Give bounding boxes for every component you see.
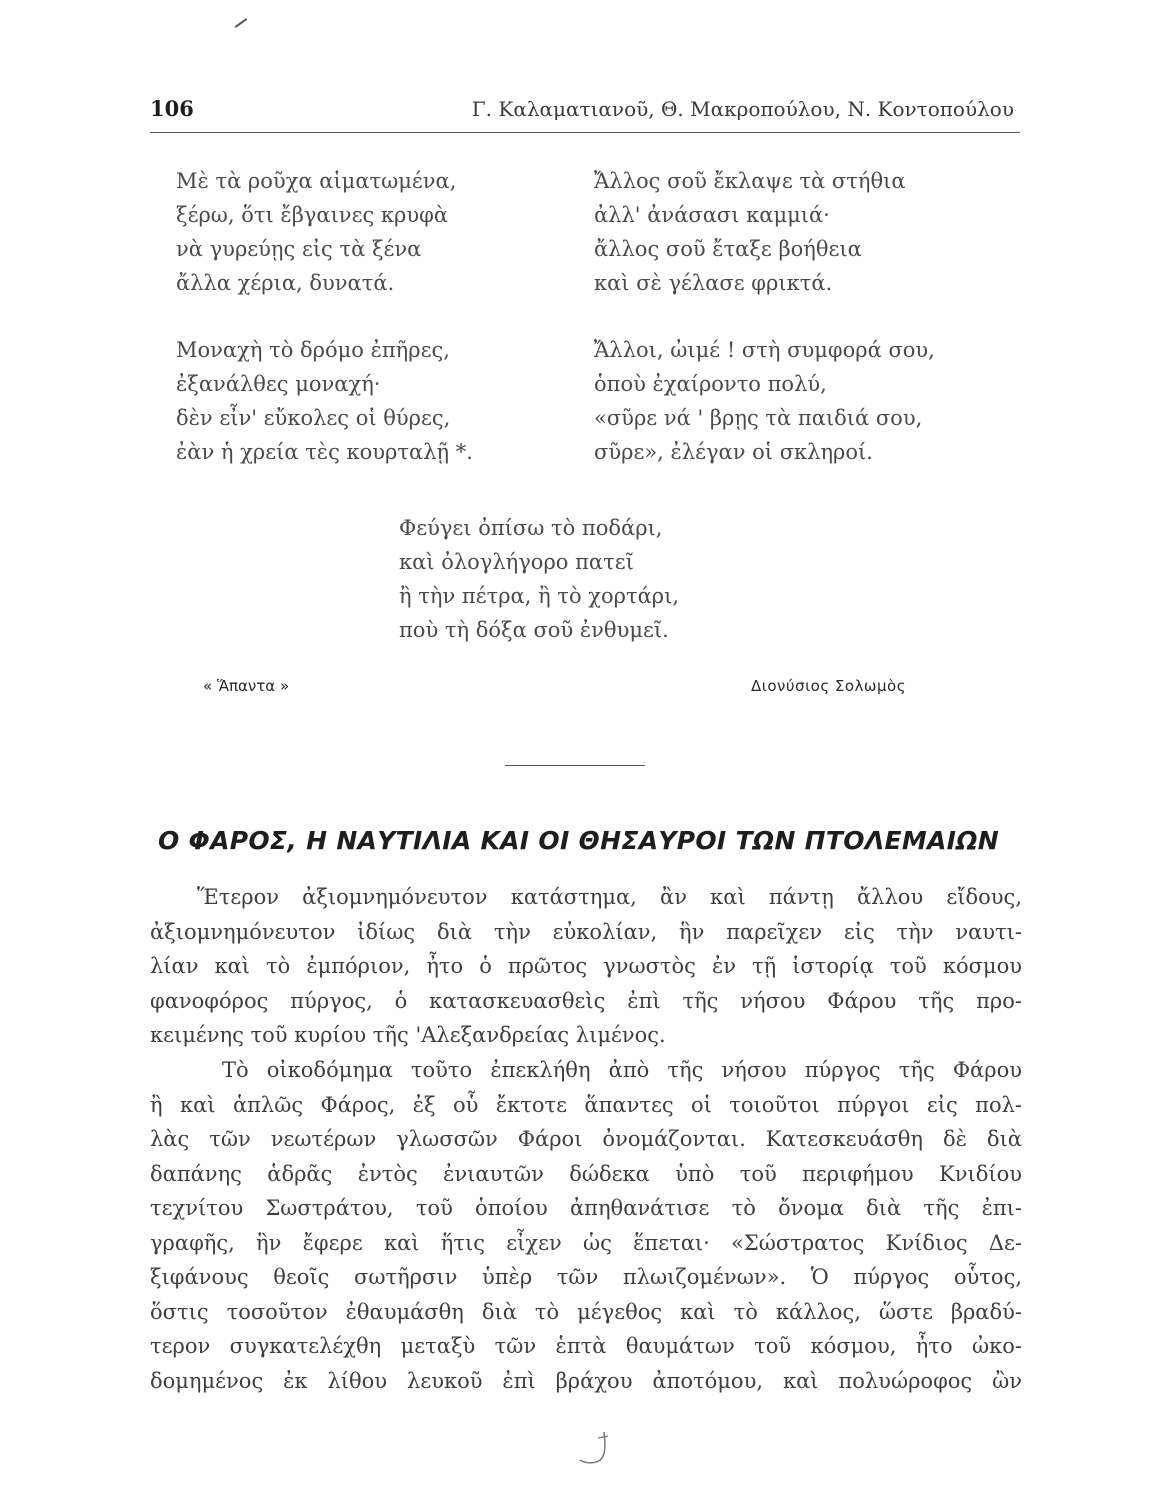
poem-source: « Ἅπαντα » xyxy=(203,677,290,695)
poem-line: Μοναχὴ τὸ δρόμο ἐπῆρες, xyxy=(176,338,450,362)
poem-line: Φεύγει ὀπίσω τὸ ποδάρι, xyxy=(399,516,663,540)
poem-line: ἐξανάλθες μοναχή· xyxy=(176,372,381,396)
poem-stanza xyxy=(594,164,935,300)
page-number: 106 xyxy=(150,96,194,121)
poem-line: καὶ σὲ γέλασε φρικτά. xyxy=(594,271,833,295)
poem-author: Διονύσιος Σολωμὸς xyxy=(751,677,907,695)
section-title: Ο ΦΑΡΟΣ, Η ΝΑΥΤΙΛΙΑ ΚΑΙ ΟΙ ΘΗΣΑΥΡΟΙ ΤΩΝ ΠΤΟΛΕΜΑΙΩΝ xyxy=(158,826,1000,855)
paragraph-line: λὰς τῶν νεωτέρων γλωσσῶν Φάροι ὀνομάζονται. Κατεσκευάσθη δὲ διὰ xyxy=(150,1127,1022,1151)
poem-line: καὶ ὀλογλήγορο πατεῖ xyxy=(399,550,634,574)
paragraph-line: Τὸ οἰκοδόμημα τοῦτο ἐπεκλήθη ἀπὸ τῆς νήσου πύργος τῆς Φάρου xyxy=(222,1058,1022,1082)
running-head: Γ. Καλαματιανοῦ, Θ. Μακροπούλου, Ν. Κοντοπούλου xyxy=(471,97,1014,121)
poem-line: δὲν εἶν' εὔκολες οἱ θύρες, xyxy=(176,406,451,430)
pen-scribble-mark xyxy=(574,1428,614,1468)
paragraph-line: ὅστις τοσοῦτον ἐθαυμάσθη διὰ τὸ μέγεθος καὶ τὸ κάλλος, ὥστε βραδύ- xyxy=(150,1299,1022,1324)
paragraph-line: ξιφάνους θεοῖς σωτῆρσιν ὑπὲρ τῶν πλωιζομένων». Ὁ πύργος οὗτος, xyxy=(150,1265,1022,1289)
poem-line: Ἄλλοι, ὠιμέ ! στὴ συμφορά σου, xyxy=(594,338,935,362)
paragraph-1 xyxy=(150,880,1022,1053)
poem-center-stanza xyxy=(399,511,679,647)
paragraph-line: λίαν καὶ τὸ ἐμπόριον, ἦτο ὁ πρῶτος γνωστὸς ἐν τῇ ἱστορίᾳ τοῦ κόσμου xyxy=(150,954,1022,978)
poem-line: σῦρε», ἐλέγαν οἱ σκληροί. xyxy=(594,440,873,464)
poem-line: ξέρω, ὅτι ἔβγαινες κρυφὰ xyxy=(176,203,449,227)
poem-line: ἄλλος σοῦ ἔταξε βοήθεια xyxy=(594,237,862,261)
paragraph-line: ἀξιομνημόνευτον ἰδίως διὰ τὴν εὐκολίαν, ἣν παρεῖχεν εἰς τὴν ναυτι- xyxy=(150,919,1022,944)
page-header xyxy=(150,92,1020,133)
poem-stanza xyxy=(594,333,935,469)
poem-line: ποὺ τὴ δόξα σοῦ ἐνθυμεῖ. xyxy=(399,618,669,642)
poem-line: ἢ τὴν πέτρα, ἢ τὸ χορτάρι, xyxy=(399,584,680,608)
poem-line: Ἄλλος σοῦ ἔκλαψε τὰ στήθια xyxy=(594,169,906,193)
paragraph-line: φανοφόρος πύργος, ὁ κατασκευασθεὶς ἐπὶ τῆς νήσου Φάρου τῆς προ- xyxy=(150,988,1022,1013)
paragraph-line: κειμένης τοῦ κυρίου τῆς 'Αλεξανδρείας λιμένος. xyxy=(150,1023,666,1047)
poem-line: νὰ γυρεύῃς εἰς τὰ ξένα xyxy=(176,237,422,261)
poem-stanza xyxy=(176,333,473,469)
paragraph-line: τερον συγκατελέχθη μεταξὺ τῶν ἑπτὰ θαυμάτων τοῦ κόσμου, ἦτο ὠκο- xyxy=(150,1334,1022,1358)
poem-line: ἀλλ' ἀνάσασι καμμιά· xyxy=(594,203,830,227)
paragraph-line: Ἕτερον ἀξιομνημόνευτον κατάστημα, ἂν καὶ πάντῃ ἄλλου εἴδους, xyxy=(197,885,1022,909)
poem-line: ἄλλα χέρια, δυνατά. xyxy=(176,271,395,295)
paragraph-line: δομημένος ἐκ λίθου λευκοῦ ἐπὶ βράχου ἀποτόμου, καὶ πολυώροφος ὢν xyxy=(150,1368,1022,1393)
poem-line: Μὲ τὰ ροῦχα αἱματωμένα, xyxy=(176,169,457,193)
section-divider xyxy=(505,765,645,766)
poem-line: «σῦρε νά ' βρῃς τὰ παιδιά σου, xyxy=(594,406,923,430)
poem-right-column xyxy=(594,164,935,502)
poem-line: ἐὰν ἡ χρεία τὲς κουρταλῇ *. xyxy=(176,440,473,464)
pen-tick-mark xyxy=(235,18,248,28)
poem-stanza xyxy=(176,164,473,300)
poem-line: ὁποὺ ἐχαίροντο πολύ, xyxy=(594,372,827,396)
paragraph-2 xyxy=(150,1053,1022,1398)
paragraph-line: ἢ καὶ ἁπλῶς Φάρος, ἐξ οὗ ἔκτοτε ἅπαντες οἱ τοιοῦτοι πύργοι εἰς πολ- xyxy=(150,1092,1022,1117)
poem-left-column xyxy=(176,164,473,502)
paragraph-line: τεχνίτου Σωστράτου, τοῦ ὁποίου ἀπηθανάτισε τὸ ὄνομα διὰ τῆς ἐπι- xyxy=(150,1196,1022,1220)
paragraph-line: δαπάνης ἁδρᾶς ἐντὸς ἐνιαυτῶν δώδεκα ὑπὸ τοῦ περιφήμου Κνιδίου xyxy=(150,1161,1022,1186)
paragraph-line: γραφῆς, ἣν ἔφερε καὶ ἥτις εἶχεν ὡς ἕπεται· «Σώστρατος Κνίδιος Δε- xyxy=(150,1230,1022,1255)
